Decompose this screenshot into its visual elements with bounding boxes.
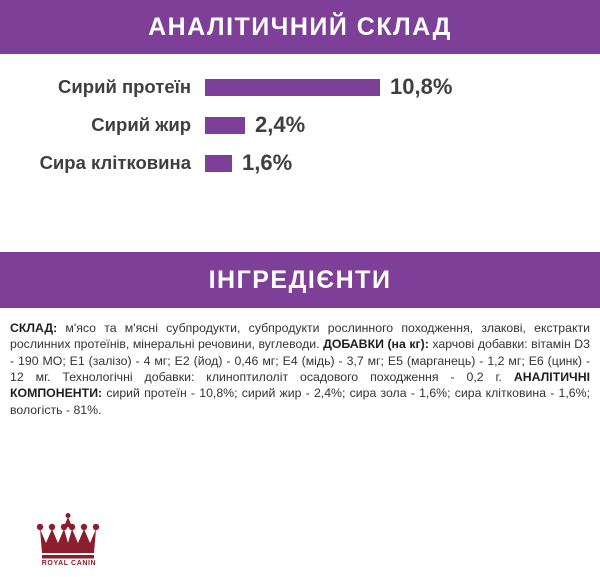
chart-bar-wrap [205, 74, 452, 100]
ingredients-label-additives: ДОБАВКИ (на кг): [323, 337, 429, 352]
ingredients-section [0, 252, 600, 418]
footer [0, 507, 600, 577]
chart-row-label: Сирий жир [91, 114, 191, 135]
chart-bar-wrap [205, 150, 292, 176]
ingredients-composition-text: м'ясо та м'ясні субпродукти, субпродукти рослинного походження, злакові, екстракти рослинних протеїнів, мінеральні речовини, вуглеводи. [10, 321, 590, 352]
chart-bar [205, 117, 245, 134]
analytical-composition-chart [0, 54, 600, 200]
chart-row-label: Сирий протеїн [58, 76, 191, 97]
chart-bar [205, 79, 380, 96]
ingredients-label-analytical-components: АНАЛІТИЧНІ КОМПОНЕНТИ: [10, 370, 590, 401]
chart-row-value: 10,8% [390, 74, 453, 99]
analytical-composition-section [0, 0, 600, 200]
ingredients-text [0, 308, 600, 418]
chart-bar [205, 155, 232, 172]
ingredients-additives-text: харчові добавки: вітамін D3 - 190 МО; Е1 (залізо) - 4 мг; Е2 (йод) - 0,46 мг; Е4 (мідь) - 3,7 мг; Е5 (марганець) - 1,2 мг; Е6 (цинк) - 12 мг. Технологічні добавки: клиноптилоліт осадового походження - 0,2 г. [10, 337, 590, 385]
brand-name: ROYAL CANIN [41, 560, 97, 567]
ingredients-analytical-components-text: сирий протеїн - 10,8%; сирий жир - 2,4%; сира зола - 1,6%; сира клітковина - 1,6%; вологість - 81%. [10, 386, 590, 417]
analytical-composition-heading: АНАЛІТИЧНИЙ СКЛАД [0, 0, 600, 54]
chart-row-value: 1,6% [242, 150, 293, 175]
chart-bar-wrap [205, 112, 305, 138]
chart-row [0, 68, 600, 106]
chart-row [0, 106, 600, 144]
ingredients-label-composition: СКЛАД: [10, 321, 58, 335]
section-spacer [0, 200, 600, 252]
chart-row-value: 2,4% [255, 112, 306, 137]
chart-row [0, 144, 600, 182]
chart-row-label: Сира клітковина [39, 152, 191, 173]
ingredients-heading: ІНГРЕДІЄНТИ [0, 252, 600, 308]
